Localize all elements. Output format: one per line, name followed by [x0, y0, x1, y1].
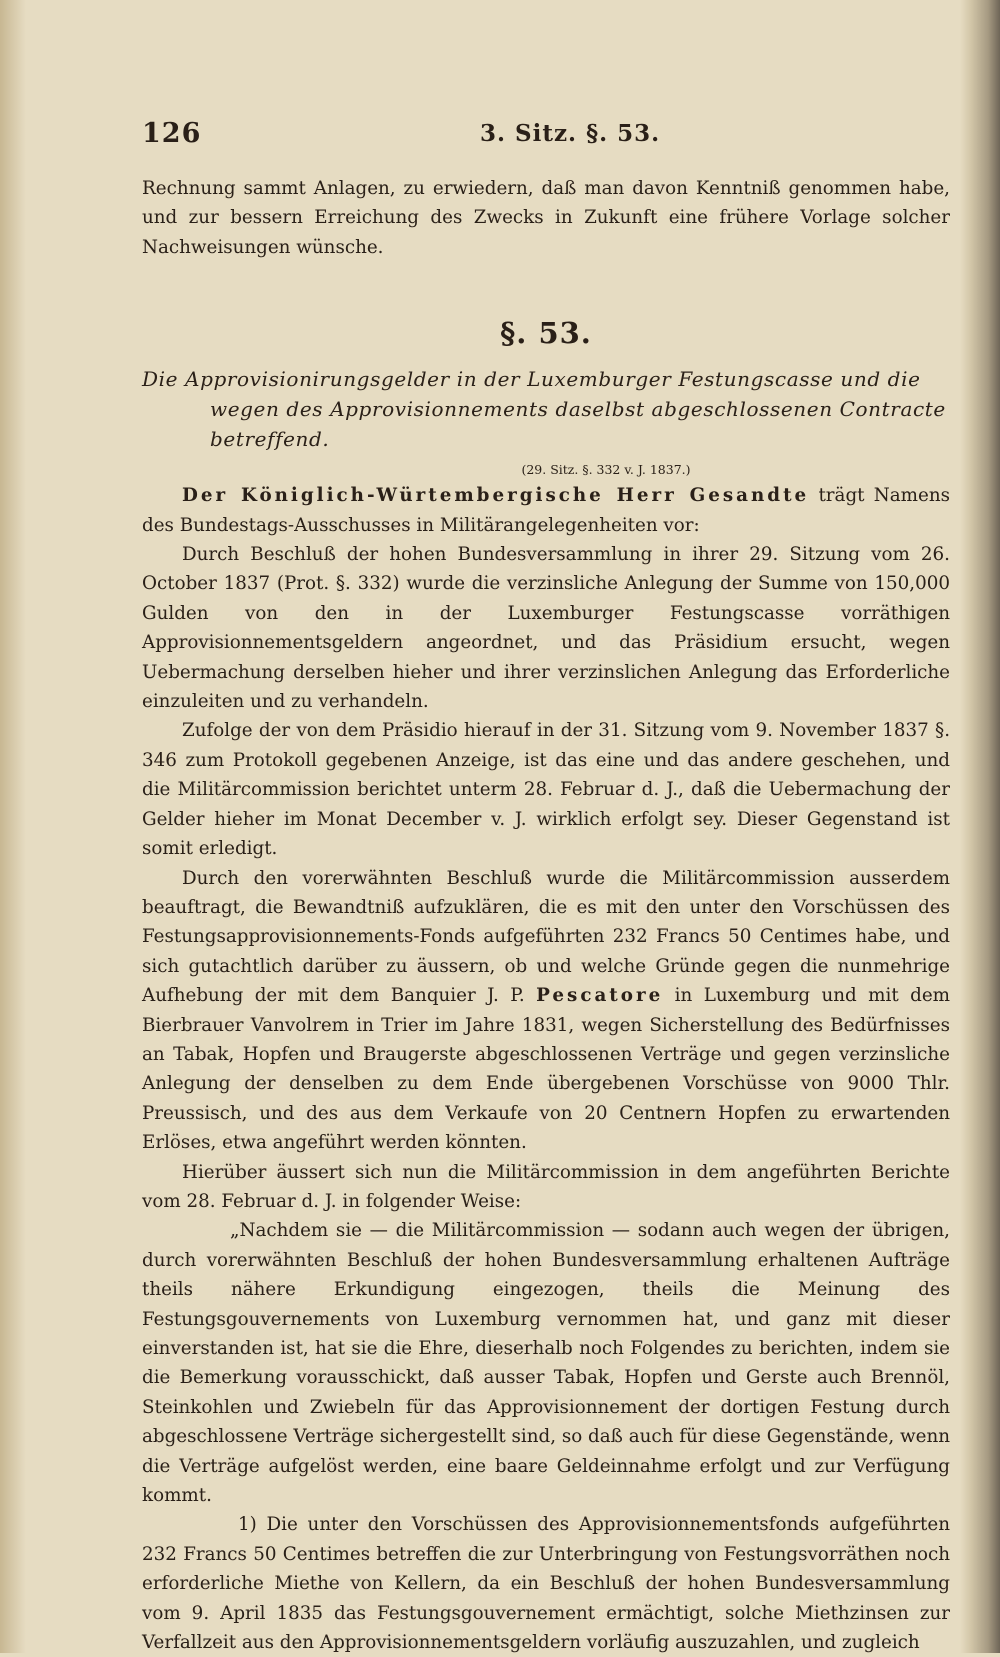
running-head: 3. Sitz. §. 53.: [480, 120, 661, 147]
page-header: [142, 118, 950, 154]
section-title: Die Approvisionirungsgelder in der Luxemburger Festungscasse und die wegen des Approvisionnements daselbst abgeschlossenen Contracte betreffend.: [142, 367, 946, 452]
intro-paragraph: Rechnung sammt Anlagen, zu erwiedern, daß man davon Kenntniß genommen habe, und zur bessern Erreichung des Zwecks in Zukunft eine frühere Vorlage solcher Nachweisungen wünsche.: [142, 178, 950, 258]
paragraph-4-part-a: Durch den vorerwähnten Beschluß wurde die Militärcommission ausserdem beauftragt, die Bewandtniß aufzuklären, die es mit den unter den Vorschüssen des Festungsapprovisionnements-Fonds aufgeführten 232 Francs 50 Centimes habe, und sich gutachtlich darüber zu äussern, ob und welche Gründe gegen die nunmehrige Aufhebung der mit dem Banquier J. P.: [142, 867, 950, 1007]
page-edge-right: [960, 0, 1000, 1653]
paragraph-2: Durch Beschluß der hohen Bundesversammlung in ihrer 29. Sitzung vom 26. October 1837 (Prot. §. 332) wurde die verzinsliche Anlegung der Summe von 150,000 Gulden von den in der Luxemburger Festungscasse vorräthigen Approvisionnementsgeldern angeordnet, und das Präsidium ersucht, wegen Uebermachung derselben hieher und ihrer verzinslichen Anlegung das Erforderliche einzuleiten und zu verhandeln.: [142, 544, 950, 713]
paragraph-4-part-b: in Luxemburg und mit dem Bierbrauer Vanvolrem in Trier im Jahre 1831, wegen Sicherstellung des Bedürfnisses an Tabak, Hopfen und Braugerste abgeschlossenen Verträge und gegen verzinsliche Anlegung der denselben zu dem Ende übergebenen Vorschüsse von 9000 Thlr. Preussisch, und des aus dem Verkaufe von 20 Centnern Hopfen zu erwartenden Erlöses, etwa angeführt werden könnten.: [142, 985, 950, 1154]
paragraph-3: Zufolge der von dem Präsidio hierauf in der 31. Sitzung vom 9. November 1837 §. 346 zum Protokoll gegebenen Anzeige, ist das eine und das andere geschehen, und die Militärcommission berichtet unterm 28. Februar d. J., daß die Uebermachung der Gelder hieher im Monat December v. J. wirklich erfolgt sey. Dieser Gegenstand ist somit erledigt.: [142, 720, 950, 860]
paragraph-1-lead: Der Königlich-Würtembergische Herr Gesandte: [182, 485, 810, 507]
section-number: §. 53.: [500, 316, 592, 351]
paragraph-1: [142, 481, 950, 540]
paragraph-4: [142, 864, 950, 1158]
page-content: [142, 118, 950, 1657]
paragraph-4-name: Pescatore: [536, 985, 664, 1007]
paragraph-1-rest: trägt Namens des Bundestags-Ausschusses in Militärangelegenheiten vor:: [142, 485, 950, 536]
section-reference: (29. Sitz. §. 332 v. J. 1837.): [521, 462, 691, 478]
paragraph-7-item-1: 1) Die unter den Vorschüssen des Approvisionnementsfonds aufgeführten 232 Francs 50 Centimes betreffen die zur Unterbringung von Festungsvorräthen noch erforderliche Miethe von Kellern, da ein Beschluß der hohen Bundesversammlung vom 9. April 1835 das Festungsgouvernement ermächtigt, solche Miethzinsen zur Verfallzeit aus den Approvisionnementsgeldern vorläufig auszuzahlen, und zugleich: [142, 1514, 950, 1654]
paragraph-6-quote: „Nachdem sie — die Militärcommission — sodann auch wegen der übrigen, durch vorerwähnten Beschluß der hohen Bundesversammlung erhaltenen Aufträge theils nähere Erkundigung eingezogen, theils die Meinung des Festungsgouvernements von Luxemburg vernommen hat, und ganz mit dieser einverstanden ist, hat sie die Ehre, dieserhalb noch Folgendes zu berichten, indem sie die Bemerkung vorausschickt, daß ausser Tabak, Hopfen und Gerste auch Brennöl, Steinkohlen und Zwiebeln für das Approvisionnement der dortigen Festung durch abgeschlossene Verträge sichergestellt sind, so daß auch für diese Gegenstände, wenn die Verträge aufgelöst werden, eine baare Geldeinnahme erfolgt und zur Verfügung kommt.: [142, 1220, 950, 1507]
page-number: 126: [142, 118, 202, 149]
paragraph-5: Hierüber äussert sich nun die Militärcommission in dem angeführten Berichte vom 28. Februar d. J. in folgender Weise:: [142, 1161, 950, 1212]
page-edge-left: [0, 0, 26, 1653]
